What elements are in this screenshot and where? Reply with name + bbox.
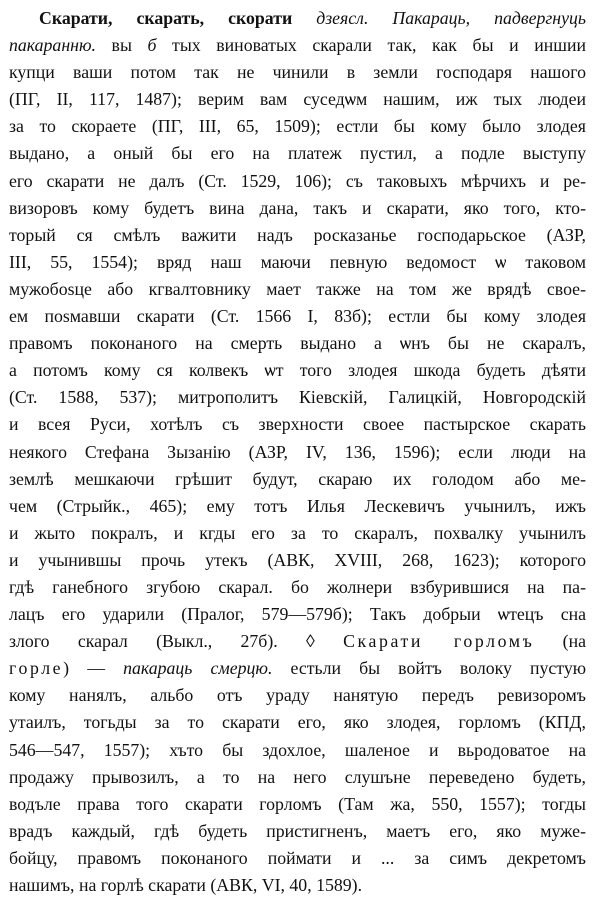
entry-line (9, 628, 586, 655)
entry-line (9, 547, 586, 574)
text-run: врадъ каждый, гдѣ будеть пристигненъ, маетъ его, яко муже- (9, 820, 586, 841)
entry-line (9, 764, 586, 791)
text-run: злого скарал (Выкл., 27б). ◊ (9, 631, 344, 652)
entry-line (9, 493, 586, 520)
entry-line (9, 249, 586, 276)
text-run: естьли бы войтъ волоку пустую (272, 658, 587, 679)
text-run: (ПГ, II, 117, 1487); верим вам суседѡм нашим, иж тых людеи (9, 89, 586, 110)
entry-line (9, 520, 586, 547)
spaced-text: Скарати горломъ (343, 631, 535, 652)
text-run: III, 55, 1554); вряд наш маючи певную ведомост ѡ таковом (9, 251, 586, 272)
dictionary-entry (9, 5, 587, 895)
text-run: мужобоѕце або кгвалтовнику мает также на том же врядѣ свое- (9, 278, 586, 299)
text-run: купци ваши потом так не чинили в земли господаря нашого (9, 62, 586, 83)
text-run: а потомъ кому ся колвекъ ѡт того злодея шкода будеть дѣяти (9, 360, 586, 381)
text-run: вы (95, 35, 148, 56)
entry-line (9, 872, 586, 899)
entry-line (9, 168, 586, 195)
entry-line (9, 140, 586, 167)
entry-line (9, 222, 586, 249)
text-run: (Ст. 1588, 537); митрополитъ Кіевскій, Галицкій, Новгородскій (9, 387, 586, 408)
text-run: и всея Руси, хотѣлъ съ зверхности своее пастырское скарать (9, 414, 586, 435)
entry-line (9, 113, 586, 140)
entry-line (9, 303, 586, 330)
text-run: утаилъ, тогьды за то скарати его, яко злодея, горломъ (КПД, (9, 712, 586, 733)
entry-line (9, 32, 586, 59)
text-run: визоровъ кому будетъ вина дана, такъ и скарати, яко того, кто- (9, 197, 586, 218)
entry-line (9, 466, 586, 493)
text-run: за то скораете (ПГ, III, 65, 1509); естли бы кому было злодея (9, 116, 586, 137)
text-run: выдано, а оный бы его на платеж пустил, а подле выступу (9, 143, 586, 164)
text-run: 546—547, 1557); хъто бы здохлое, шаленое и вьродоватое на (9, 739, 586, 760)
text-run: и учынившы прочь утекъ (АВК, XVIII, 268, 1623); которого (9, 549, 586, 570)
text-run: его скарати не далъ (Ст. 1529, 106); съ таковыхъ мѣрчихъ и ре- (9, 170, 586, 191)
text-run: тых виноватых скарали так, как бы и иншии (156, 35, 586, 56)
entry-line (9, 357, 586, 384)
entry-line (9, 737, 586, 764)
entry-line (9, 276, 586, 303)
entry-line (9, 5, 586, 32)
entry-line (9, 818, 586, 845)
entry-line (9, 59, 586, 86)
text-run: лацъ его ударили (Пралог, 579—579б); Такъ добрыи ѡтецъ сна (9, 604, 586, 625)
text-run: гдѣ ганебного згубою скарал. бо жолнери взбурившися на па- (9, 576, 586, 597)
text-run: неякого Стефана Зызанію (АЗР, IV, 136, 1596); если люди на (9, 441, 586, 462)
text-run: ем поѕмавши скарати (Ст. 1566 I, 83б); естли бы кому злодея (9, 306, 586, 327)
text-run: водъле права того скарати горломъ (Там жа, 550, 1557); тогды (9, 793, 586, 814)
text-run: чем (Стрыйк., 465); ему тотъ Илья Лескевичъ учынилъ, ижъ (9, 495, 586, 516)
entry-line (9, 655, 586, 682)
entry-line (9, 845, 586, 872)
entry-line (9, 601, 586, 628)
text-run (292, 8, 316, 28)
entry-line (9, 682, 586, 709)
text-run: (на (534, 631, 586, 652)
text-run: бойцу, правомъ поконаного поймати и ... за симъ декретомъ (9, 847, 586, 868)
entry-line (9, 330, 586, 357)
text-run: и жыто покралъ, и кгды его за то скаралъ, похвалку учынилъ (9, 522, 586, 543)
text-run: кому нанялъ, альбо отъ ураду нанятую передъ ревизоромъ (9, 685, 586, 706)
spaced-text: горле (9, 658, 64, 679)
text-run: правомъ поконаного на смерть выдано а ѡнъ бы не скаралъ, (9, 333, 586, 354)
entry-line (9, 574, 586, 601)
text-run: торый ся смѣлъ важити надъ росказанье господарьское (АЗР, (9, 224, 586, 245)
text-run: нашимъ, на горлѣ скарати (АВК, VI, 40, 1589). (9, 875, 363, 895)
entry-line (9, 195, 586, 222)
entry-line (9, 709, 586, 736)
entry-line (9, 384, 586, 411)
text-run: продажу прывозилъ, а то на него слушъне переведено будеть, (9, 766, 586, 787)
entry-line (9, 439, 586, 466)
entry-line (9, 791, 586, 818)
italic-text: пакараць смерцю. (123, 658, 273, 679)
entry-line (9, 86, 586, 113)
entry-line (9, 411, 586, 438)
text-run: землѣ мешкаючи грѣшит будут, скараю их голодом або ме- (9, 468, 586, 489)
italic-text: дзеясл. Пакараць, падвергнуць (316, 8, 586, 28)
italic-text: б (147, 35, 157, 56)
headword: Скарати, скарать, скорати (39, 8, 293, 28)
italic-text: пакаранню. (9, 35, 96, 56)
text-run: ) — (63, 658, 124, 679)
